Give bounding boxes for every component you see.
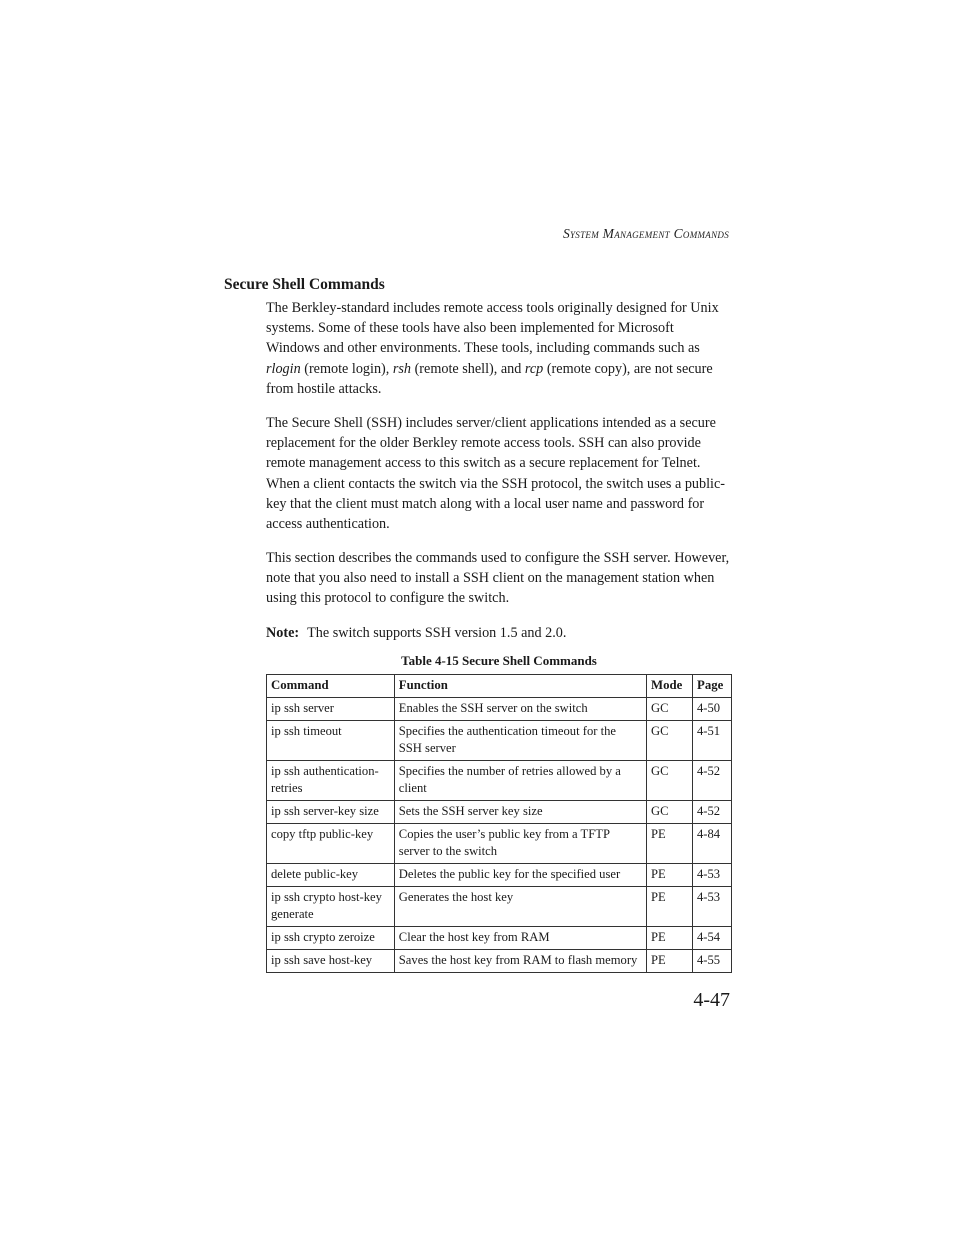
table-row — [267, 887, 732, 927]
table-row — [267, 950, 732, 973]
cell-command: ip ssh server — [267, 698, 395, 721]
paragraph-text: (remote copy), are not secure from hostile attacks. — [266, 360, 713, 397]
paragraph-text: The Berkley-standard includes remote access tools originally designed for Unix systems. Some of these tools have also been implemented for Microsoft Windows and other environments. These tools, including commands such as — [266, 300, 719, 357]
table-row — [267, 698, 732, 721]
cell-command: ip ssh crypto host-key generate — [267, 887, 395, 927]
cell-page: 4-51 — [693, 721, 732, 761]
cell-function: Sets the SSH server key size — [394, 801, 646, 824]
table-header-row — [267, 675, 732, 698]
cell-command: ip ssh server-key size — [267, 801, 395, 824]
cell-function: Enables the SSH server on the switch — [394, 698, 646, 721]
cell-function: Copies the user’s public key from a TFTP server to the switch — [394, 824, 646, 864]
cell-command: copy tftp public-key — [267, 824, 395, 864]
paragraph-text: (remote shell), and — [411, 360, 525, 377]
table-row — [267, 801, 732, 824]
cell-mode: GC — [647, 698, 693, 721]
column-header-mode: Mode — [647, 675, 693, 698]
cell-command: ip ssh timeout — [267, 721, 395, 761]
column-header-function: Function — [394, 675, 646, 698]
intro-paragraph — [266, 298, 730, 399]
cell-page: 4-50 — [693, 698, 732, 721]
ssh-description-paragraph: The Secure Shell (SSH) includes server/client applications intended as a secure replacement for the older Berkley remote access tools. SSH can also provide remote management access to this switch as a secure replacement for Telnet. When a client contacts the switch via the SSH protocol, the switch uses a public-key that the client must match along with a local user name and password for access authentication. — [266, 415, 726, 533]
cell-page: 4-55 — [693, 950, 732, 973]
cell-page: 4-52 — [693, 761, 732, 801]
term-rsh: rsh — [392, 360, 412, 377]
table-row — [267, 721, 732, 761]
cell-command: ip ssh save host-key — [267, 950, 395, 973]
column-header-command: Command — [267, 675, 395, 698]
term-rlogin: rlogin — [266, 360, 301, 377]
section-title: Secure Shell Commands — [224, 276, 385, 293]
cell-function: Specifies the authentication timeout for the SSH server — [394, 721, 646, 761]
cell-command: ip ssh authentication-retries — [267, 761, 395, 801]
cell-mode: PE — [647, 887, 693, 927]
table-row — [267, 824, 732, 864]
note — [266, 623, 730, 643]
cell-mode: GC — [647, 801, 693, 824]
note-label: Note: — [266, 625, 300, 641]
running-header: System Management Commands — [562, 226, 729, 241]
table-row — [267, 927, 732, 950]
column-header-page: Page — [693, 675, 732, 698]
section-scope-paragraph: This section describes the commands used to configure the SSH server. However, note that you also need to install a SSH client on the management station when using this protocol to configure the switch. — [266, 550, 730, 607]
table-caption: Table 4-15 Secure Shell Commands — [401, 653, 597, 668]
note-text: The switch supports SSH version 1.5 and 2.0. — [307, 625, 567, 641]
cell-function: Deletes the public key for the specified user — [394, 864, 646, 887]
cell-function: Specifies the number of retries allowed by a client — [394, 761, 646, 801]
cell-mode: PE — [647, 824, 693, 864]
table-row — [267, 864, 732, 887]
cell-page: 4-52 — [693, 801, 732, 824]
cell-mode: PE — [647, 927, 693, 950]
cell-command: delete public-key — [267, 864, 395, 887]
cell-page: 4-84 — [693, 824, 732, 864]
table-body — [267, 698, 732, 973]
cell-page: 4-54 — [693, 927, 732, 950]
cell-mode: GC — [647, 721, 693, 761]
term-rcp: rcp — [524, 360, 544, 377]
page-number: 4-47 — [693, 989, 730, 1011]
cell-function: Clear the host key from RAM — [394, 927, 646, 950]
commands-table — [266, 674, 732, 973]
cell-page: 4-53 — [693, 887, 732, 927]
table-row — [267, 761, 732, 801]
cell-function: Generates the host key — [394, 887, 646, 927]
cell-command: ip ssh crypto zeroize — [267, 927, 395, 950]
cell-mode: PE — [647, 950, 693, 973]
cell-mode: GC — [647, 761, 693, 801]
cell-page: 4-53 — [693, 864, 732, 887]
cell-mode: PE — [647, 864, 693, 887]
paragraph-text: (remote login), — [300, 360, 393, 377]
cell-function: Saves the host key from RAM to flash memory — [394, 950, 646, 973]
